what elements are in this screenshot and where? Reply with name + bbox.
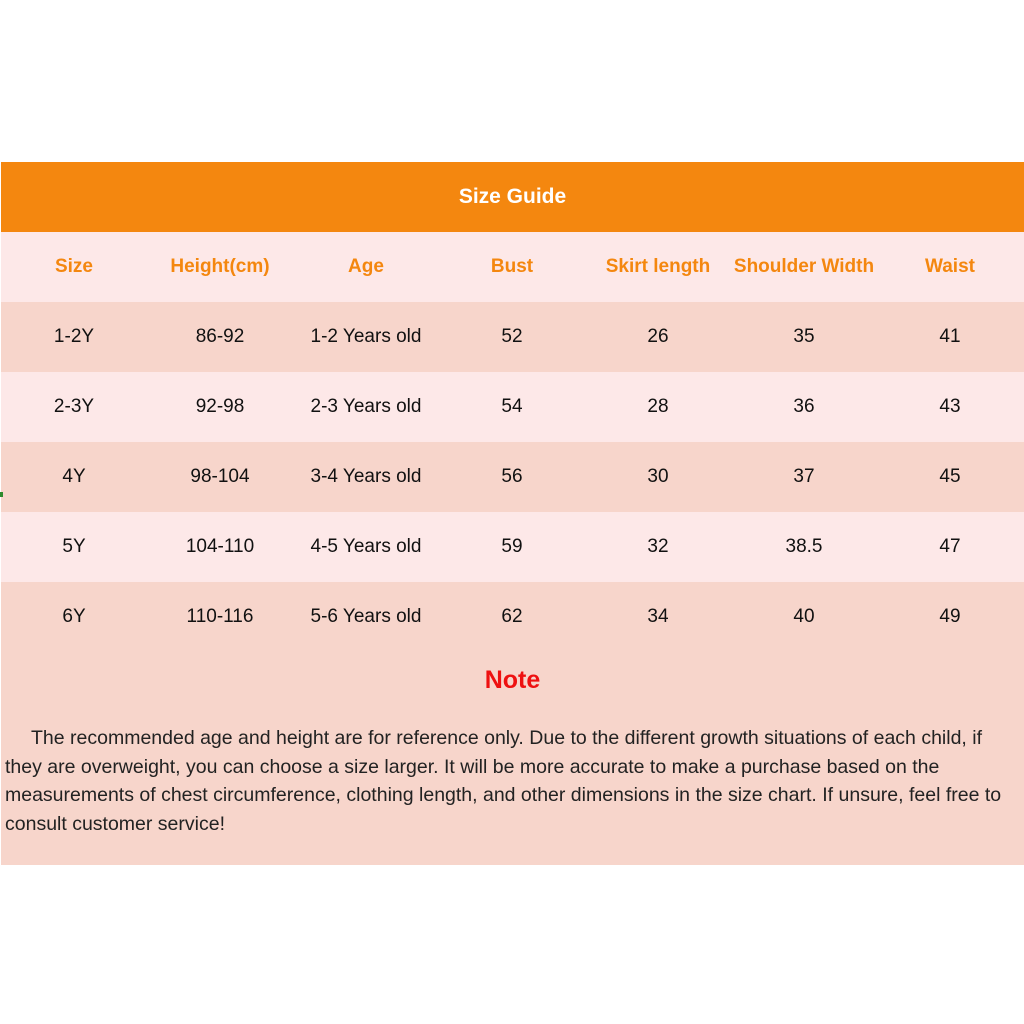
cell-skirt-length: 32: [647, 536, 669, 557]
cell-size: 2-3Y: [53, 396, 95, 417]
note-text: The recommended age and height are for reference only. Due to the different growth situations of each child, if they are overweight, you can choose a size larger. It will be more accurate to make a purchase based on the measurements of chest circumference, clothing length, and other dimensions in the size chart. If unsure, feel free to consult customer service!: [5, 727, 1002, 835]
green-tick-mark: [0, 492, 3, 497]
header-skirt-length: Skirt length: [605, 256, 711, 277]
cell-shoulder-width: 40: [793, 606, 815, 627]
cell-height: 110-116: [186, 606, 254, 627]
cell-bust: 59: [501, 536, 523, 557]
header-size: Size: [54, 256, 94, 277]
table-row: [1, 442, 1024, 512]
size-guide-title: Size Guide: [1, 162, 1024, 232]
cell-bust: 52: [501, 326, 523, 347]
cell-height: 104-110: [185, 536, 255, 557]
cell-height: 98-104: [190, 466, 250, 487]
header-height: Height(cm): [170, 256, 270, 277]
cell-age: 2-3 Years old: [310, 396, 422, 417]
cell-bust: 56: [501, 466, 523, 487]
cell-skirt-length: 28: [647, 396, 669, 417]
cell-skirt-length: 26: [647, 326, 669, 347]
cell-shoulder-width: 38.5: [785, 536, 823, 557]
cell-bust: 62: [501, 606, 523, 627]
cell-waist: 45: [939, 466, 961, 487]
table-row: [1, 372, 1024, 442]
cell-shoulder-width: 36: [793, 396, 815, 417]
cell-size: 6Y: [62, 606, 86, 627]
cell-shoulder-width: 35: [793, 326, 815, 347]
table-row: [1, 582, 1024, 652]
note-section: [1, 652, 1024, 865]
cell-age: 5-6 Years old: [310, 606, 422, 627]
table-header-row: [1, 232, 1024, 302]
cell-height: 92-98: [195, 396, 245, 417]
cell-waist: 49: [939, 606, 961, 627]
cell-skirt-length: 34: [647, 606, 669, 627]
cell-bust: 54: [501, 396, 523, 417]
cell-age: 1-2 Years old: [310, 326, 422, 347]
table-row: [1, 302, 1024, 372]
cell-size: 5Y: [62, 536, 86, 557]
header-age: Age: [348, 256, 384, 277]
cell-size: 1-2Y: [53, 326, 95, 347]
header-shoulder-width: Shoulder Width: [733, 256, 875, 277]
cell-size: 4Y: [62, 466, 86, 487]
cell-shoulder-width: 37: [793, 466, 815, 487]
cell-age: 4-5 Years old: [310, 536, 422, 557]
header-waist: Waist: [925, 256, 975, 277]
cell-skirt-length: 30: [647, 466, 669, 487]
cell-age: 3-4 Years old: [310, 466, 422, 487]
cell-waist: 43: [939, 396, 961, 417]
cell-waist: 41: [939, 326, 961, 347]
cell-height: 86-92: [195, 326, 245, 347]
size-guide-chart: [1, 162, 1024, 865]
header-bust: Bust: [490, 256, 534, 277]
note-title: Note: [484, 666, 541, 694]
table-row: [1, 512, 1024, 582]
cell-waist: 47: [939, 536, 961, 557]
